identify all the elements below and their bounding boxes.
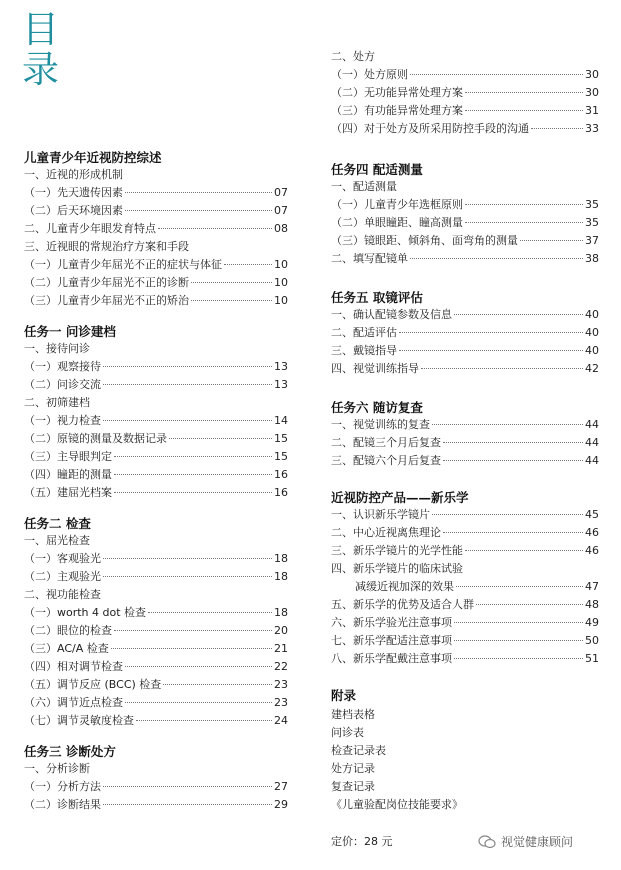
toc-page-number: 10 bbox=[274, 294, 288, 307]
dot-leader bbox=[520, 240, 583, 241]
toc-page-number: 45 bbox=[585, 508, 599, 521]
toc-entry[interactable] bbox=[24, 640, 288, 656]
toc-entry[interactable] bbox=[24, 604, 288, 620]
dot-leader bbox=[103, 366, 272, 367]
toc-entry[interactable] bbox=[24, 466, 288, 482]
dot-leader bbox=[114, 474, 272, 475]
toc-entry[interactable] bbox=[331, 632, 599, 648]
wechat-icon bbox=[478, 835, 496, 849]
section-heading: 任务一 问诊建档 bbox=[24, 324, 116, 339]
toc-entry[interactable] bbox=[24, 778, 288, 794]
dot-leader bbox=[443, 442, 583, 443]
toc-page-number: 30 bbox=[585, 68, 599, 81]
toc-page-number: 46 bbox=[585, 544, 599, 557]
toc-entry-label: （七）调节灵敏度检查 bbox=[24, 714, 134, 727]
subsection-heading: 四、新乐学镜片的临床试验 bbox=[331, 562, 463, 575]
toc-page-number: 15 bbox=[274, 450, 288, 463]
toc-entry[interactable] bbox=[24, 796, 288, 812]
toc-page-number: 49 bbox=[585, 616, 599, 629]
toc-page-number: 10 bbox=[274, 276, 288, 289]
dot-leader bbox=[465, 110, 583, 111]
toc-entry-label: （四）对于处方及所采用防控手段的沟通 bbox=[331, 122, 529, 135]
toc-entry[interactable] bbox=[331, 306, 599, 322]
toc-entry-label: （三）有功能异常处理方案 bbox=[331, 104, 463, 117]
dot-leader bbox=[443, 460, 583, 461]
dot-leader bbox=[103, 558, 272, 559]
dot-leader bbox=[465, 550, 583, 551]
toc-entry-label: 一、确认配镜参数及信息 bbox=[331, 308, 452, 321]
toc-entry[interactable] bbox=[331, 506, 599, 522]
toc-page-number: 35 bbox=[585, 216, 599, 229]
toc-entry[interactable] bbox=[331, 250, 599, 266]
dot-leader bbox=[148, 612, 272, 613]
toc-entry-label: （三）AC/A 检查 bbox=[24, 642, 109, 655]
subsection-heading: 二、处方 bbox=[331, 50, 375, 63]
dot-leader bbox=[136, 720, 272, 721]
toc-page-number: 30 bbox=[585, 86, 599, 99]
toc-entry[interactable] bbox=[331, 434, 599, 450]
dot-leader bbox=[465, 222, 583, 223]
toc-entry-label: （五）建屈光档案 bbox=[24, 486, 112, 499]
toc-entry[interactable] bbox=[24, 676, 288, 692]
toc-entry-label: （一）worth 4 dot 检查 bbox=[24, 606, 147, 619]
dot-leader bbox=[169, 438, 272, 439]
toc-entry-label: 五、新乐学的优势及适合人群 bbox=[331, 598, 474, 611]
toc-entry[interactable] bbox=[331, 650, 599, 666]
toc-entry[interactable] bbox=[331, 66, 599, 82]
toc-page-number: 18 bbox=[274, 570, 288, 583]
toc-entry[interactable] bbox=[331, 342, 599, 358]
watermark bbox=[478, 833, 573, 850]
toc-page-number: 50 bbox=[585, 634, 599, 647]
dot-leader bbox=[103, 420, 272, 421]
section-heading: 任务六 随访复查 bbox=[331, 400, 423, 415]
toc-page-number: 24 bbox=[274, 714, 288, 727]
toc-entry-label: （三）儿童青少年屈光不正的矫治 bbox=[24, 294, 189, 307]
appendix-item[interactable]: 问诊表 bbox=[331, 726, 364, 739]
dot-leader bbox=[191, 300, 272, 301]
dot-leader bbox=[111, 648, 272, 649]
toc-entry-label: （一）客观验光 bbox=[24, 552, 101, 565]
toc-entry[interactable] bbox=[331, 214, 599, 230]
toc-entry[interactable] bbox=[24, 274, 288, 290]
toc-entry[interactable] bbox=[331, 524, 599, 540]
toc-entry-label: （一）观察接待 bbox=[24, 360, 101, 373]
toc-entry-label: （二）原镜的测量及数据记录 bbox=[24, 432, 167, 445]
toc-entry-label: 二、配适评估 bbox=[331, 326, 397, 339]
toc-entry[interactable] bbox=[24, 430, 288, 446]
toc-page-number: 07 bbox=[274, 186, 288, 199]
dot-leader bbox=[454, 640, 583, 641]
toc-page-number: 13 bbox=[274, 360, 288, 373]
toc-page-number: 51 bbox=[585, 652, 599, 665]
toc-entry-label: 三、新乐学镜片的光学性能 bbox=[331, 544, 463, 557]
toc-entry-label: 二、儿童青少年眼发育特点 bbox=[24, 222, 156, 235]
dot-leader bbox=[410, 74, 583, 75]
toc-entry-label: 一、认识新乐学镜片 bbox=[331, 508, 430, 521]
toc-page-number: 44 bbox=[585, 436, 599, 449]
dot-leader bbox=[191, 282, 272, 283]
toc-entry[interactable] bbox=[24, 568, 288, 584]
toc-entry[interactable] bbox=[331, 196, 599, 212]
dot-leader bbox=[410, 258, 583, 259]
dot-leader bbox=[114, 492, 272, 493]
section-heading: 儿童青少年近视防控综述 bbox=[24, 150, 162, 165]
toc-entry[interactable] bbox=[331, 452, 599, 468]
toc-page-number: 46 bbox=[585, 526, 599, 539]
dot-leader bbox=[103, 804, 272, 805]
section-heading: 近视防控产品——新乐学 bbox=[331, 490, 469, 505]
toc-page-number: 18 bbox=[274, 606, 288, 619]
dot-leader bbox=[465, 92, 583, 93]
toc-page-number: 42 bbox=[585, 362, 599, 375]
toc-entry-label: 一、视觉训练的复查 bbox=[331, 418, 430, 431]
toc-page-number: 33 bbox=[585, 122, 599, 135]
toc-entry[interactable] bbox=[24, 256, 288, 272]
toc-page-number: 20 bbox=[274, 624, 288, 637]
toc-page-number: 16 bbox=[274, 486, 288, 499]
toc-entry[interactable] bbox=[24, 484, 288, 500]
toc-entry-label: （四）相对调节检查 bbox=[24, 660, 123, 673]
toc-entry-label: （六）调节近点检查 bbox=[24, 696, 123, 709]
dot-leader bbox=[125, 210, 272, 211]
page-title-char-2: 录 bbox=[22, 48, 59, 91]
toc-page-number: 13 bbox=[274, 378, 288, 391]
toc-entry-label: （二）无功能异常处理方案 bbox=[331, 86, 463, 99]
dot-leader bbox=[125, 666, 272, 667]
toc-entry-label: 三、戴镜指导 bbox=[331, 344, 397, 357]
appendix-item[interactable]: 《儿童验配岗位技能要求》 bbox=[331, 798, 463, 811]
toc-entry-label: 八、新乐学配戴注意事项 bbox=[331, 652, 452, 665]
toc-page-number: 14 bbox=[274, 414, 288, 427]
subsection-heading: 一、分析诊断 bbox=[24, 762, 90, 775]
toc-page-number: 16 bbox=[274, 468, 288, 481]
appendix-item[interactable]: 复查记录 bbox=[331, 780, 375, 793]
section-heading: 任务五 取镜评估 bbox=[331, 290, 423, 305]
dot-leader bbox=[456, 586, 583, 587]
toc-page-number: 29 bbox=[274, 798, 288, 811]
dot-leader bbox=[224, 264, 272, 265]
toc-page-number: 47 bbox=[585, 580, 599, 593]
toc-entry-label: （二）诊断结果 bbox=[24, 798, 101, 811]
toc-entry[interactable] bbox=[24, 448, 288, 464]
watermark-text: 视觉健康顾问 bbox=[501, 835, 574, 849]
subsection-heading: 二、初筛建档 bbox=[24, 396, 90, 409]
toc-entry-label: （一）先天遗传因素 bbox=[24, 186, 123, 199]
toc-entry[interactable] bbox=[355, 578, 599, 594]
toc-entry-label: （一）儿童青少年屈光不正的症状与体征 bbox=[24, 258, 222, 271]
dot-leader bbox=[421, 368, 583, 369]
page-title-char-1: 目 bbox=[22, 8, 59, 51]
section-heading: 任务四 配适测量 bbox=[331, 162, 423, 177]
toc-entry[interactable] bbox=[331, 542, 599, 558]
toc-entry[interactable] bbox=[331, 102, 599, 118]
subsection-heading: 二、视功能检查 bbox=[24, 588, 101, 601]
toc-entry-label: 二、填写配镜单 bbox=[331, 252, 408, 265]
toc-page-number: 10 bbox=[274, 258, 288, 271]
toc-page-number: 18 bbox=[274, 552, 288, 565]
toc-page-number: 38 bbox=[585, 252, 599, 265]
appendix-item[interactable]: 检查记录表 bbox=[331, 744, 386, 757]
page-title bbox=[22, 10, 70, 90]
dot-leader bbox=[103, 786, 272, 787]
toc-entry[interactable] bbox=[331, 416, 599, 432]
toc-entry[interactable] bbox=[331, 324, 599, 340]
toc-page-number: 22 bbox=[274, 660, 288, 673]
toc-page-number: 37 bbox=[585, 234, 599, 247]
section-heading: 任务二 检查 bbox=[24, 516, 91, 531]
toc-entry-label: （二）眼位的检查 bbox=[24, 624, 112, 637]
toc-page-number: 31 bbox=[585, 104, 599, 117]
toc-entry-label: 三、配镜六个月后复查 bbox=[331, 454, 441, 467]
dot-leader bbox=[158, 228, 272, 229]
toc-page-number: 15 bbox=[274, 432, 288, 445]
appendix-item[interactable]: 建档表格 bbox=[331, 708, 375, 721]
subsection-heading: 一、接待问诊 bbox=[24, 342, 90, 355]
toc-page-number: 48 bbox=[585, 598, 599, 611]
dot-leader bbox=[476, 604, 583, 605]
section-heading: 任务三 诊断处方 bbox=[24, 744, 116, 759]
toc-entry-label: （二）儿童青少年屈光不正的诊断 bbox=[24, 276, 189, 289]
dot-leader bbox=[103, 384, 272, 385]
dot-leader bbox=[103, 576, 272, 577]
toc-entry[interactable] bbox=[24, 412, 288, 428]
dot-leader bbox=[114, 456, 272, 457]
toc-entry-label: （三）主导眼判定 bbox=[24, 450, 112, 463]
subsection-heading: 一、屈光检查 bbox=[24, 534, 90, 547]
toc-entry-label: （二）单眼瞳距、瞳高测量 bbox=[331, 216, 463, 229]
toc-page-number: 44 bbox=[585, 418, 599, 431]
subsection-heading: 一、近视的形成机制 bbox=[24, 168, 123, 181]
toc-page-number: 27 bbox=[274, 780, 288, 793]
section-heading: 附录 bbox=[331, 688, 357, 703]
toc-entry-label: 四、视觉训练指导 bbox=[331, 362, 419, 375]
toc-entry[interactable] bbox=[24, 694, 288, 710]
toc-entry[interactable] bbox=[24, 658, 288, 674]
toc-entry-label: （一）视力检查 bbox=[24, 414, 101, 427]
toc-entry-label: （二）后天环境因素 bbox=[24, 204, 123, 217]
subsection-heading: 一、配适测量 bbox=[331, 180, 397, 193]
toc-entry-label: （五）调节反应 (BCC) 检查 bbox=[24, 678, 162, 691]
toc-entry[interactable] bbox=[24, 184, 288, 200]
dot-leader bbox=[125, 702, 272, 703]
appendix-item[interactable]: 处方记录 bbox=[331, 762, 375, 775]
toc-entry[interactable] bbox=[24, 376, 288, 392]
toc-entry[interactable] bbox=[331, 120, 599, 136]
price-label: 定价：28 元 bbox=[331, 835, 393, 848]
toc-entry[interactable] bbox=[24, 358, 288, 374]
toc-entry-label: 七、新乐学配适注意事项 bbox=[331, 634, 452, 647]
toc-entry[interactable] bbox=[331, 596, 599, 612]
toc-page-number: 40 bbox=[585, 308, 599, 321]
toc-entry[interactable] bbox=[24, 712, 288, 728]
dot-leader bbox=[163, 684, 272, 685]
toc-entry-label: （一）儿童青少年选框原则 bbox=[331, 198, 463, 211]
dot-leader bbox=[432, 514, 583, 515]
dot-leader bbox=[454, 658, 583, 659]
toc-entry[interactable] bbox=[24, 292, 288, 308]
toc-entry-label: 二、配镜三个月后复查 bbox=[331, 436, 441, 449]
toc-entry[interactable] bbox=[331, 614, 599, 630]
toc-page-number: 40 bbox=[585, 326, 599, 339]
toc-page-number: 40 bbox=[585, 344, 599, 357]
toc-entry-label: 减缓近视加深的效果 bbox=[355, 580, 454, 593]
toc-entry[interactable] bbox=[331, 232, 599, 248]
toc-page-number: 21 bbox=[274, 642, 288, 655]
toc-entry-label: （三）镜眼距、倾斜角、面弯角的测量 bbox=[331, 234, 518, 247]
dot-leader bbox=[465, 204, 583, 205]
toc-entry-label: （二）主观验光 bbox=[24, 570, 101, 583]
toc-page-number: 23 bbox=[274, 678, 288, 691]
dot-leader bbox=[454, 622, 583, 623]
dot-leader bbox=[399, 332, 583, 333]
toc-entry[interactable] bbox=[24, 550, 288, 566]
toc-entry-label: （二）问诊交流 bbox=[24, 378, 101, 391]
subsection-heading: 三、近视眼的常规治疗方案和手段 bbox=[24, 240, 189, 253]
toc-entry-label: （四）瞳距的测量 bbox=[24, 468, 112, 481]
toc-entry[interactable] bbox=[24, 622, 288, 638]
toc-page-number: 07 bbox=[274, 204, 288, 217]
toc-entry[interactable] bbox=[24, 202, 288, 218]
toc-page-number: 08 bbox=[274, 222, 288, 235]
toc-entry-label: 六、新乐学验光注意事项 bbox=[331, 616, 452, 629]
dot-leader bbox=[125, 192, 272, 193]
toc-entry[interactable] bbox=[331, 84, 599, 100]
toc-page-number: 23 bbox=[274, 696, 288, 709]
dot-leader bbox=[531, 128, 583, 129]
dot-leader bbox=[454, 314, 583, 315]
toc-entry[interactable] bbox=[331, 360, 599, 376]
toc-entry-label: （一）分析方法 bbox=[24, 780, 101, 793]
dot-leader bbox=[114, 630, 272, 631]
toc-entry-label: （一）处方原则 bbox=[331, 68, 408, 81]
dot-leader bbox=[399, 350, 583, 351]
toc-entry[interactable] bbox=[24, 220, 288, 236]
dot-leader bbox=[443, 532, 583, 533]
toc-page-number: 35 bbox=[585, 198, 599, 211]
toc-page-number: 44 bbox=[585, 454, 599, 467]
dot-leader bbox=[432, 424, 583, 425]
toc-entry-label: 二、中心近视离焦理论 bbox=[331, 526, 441, 539]
